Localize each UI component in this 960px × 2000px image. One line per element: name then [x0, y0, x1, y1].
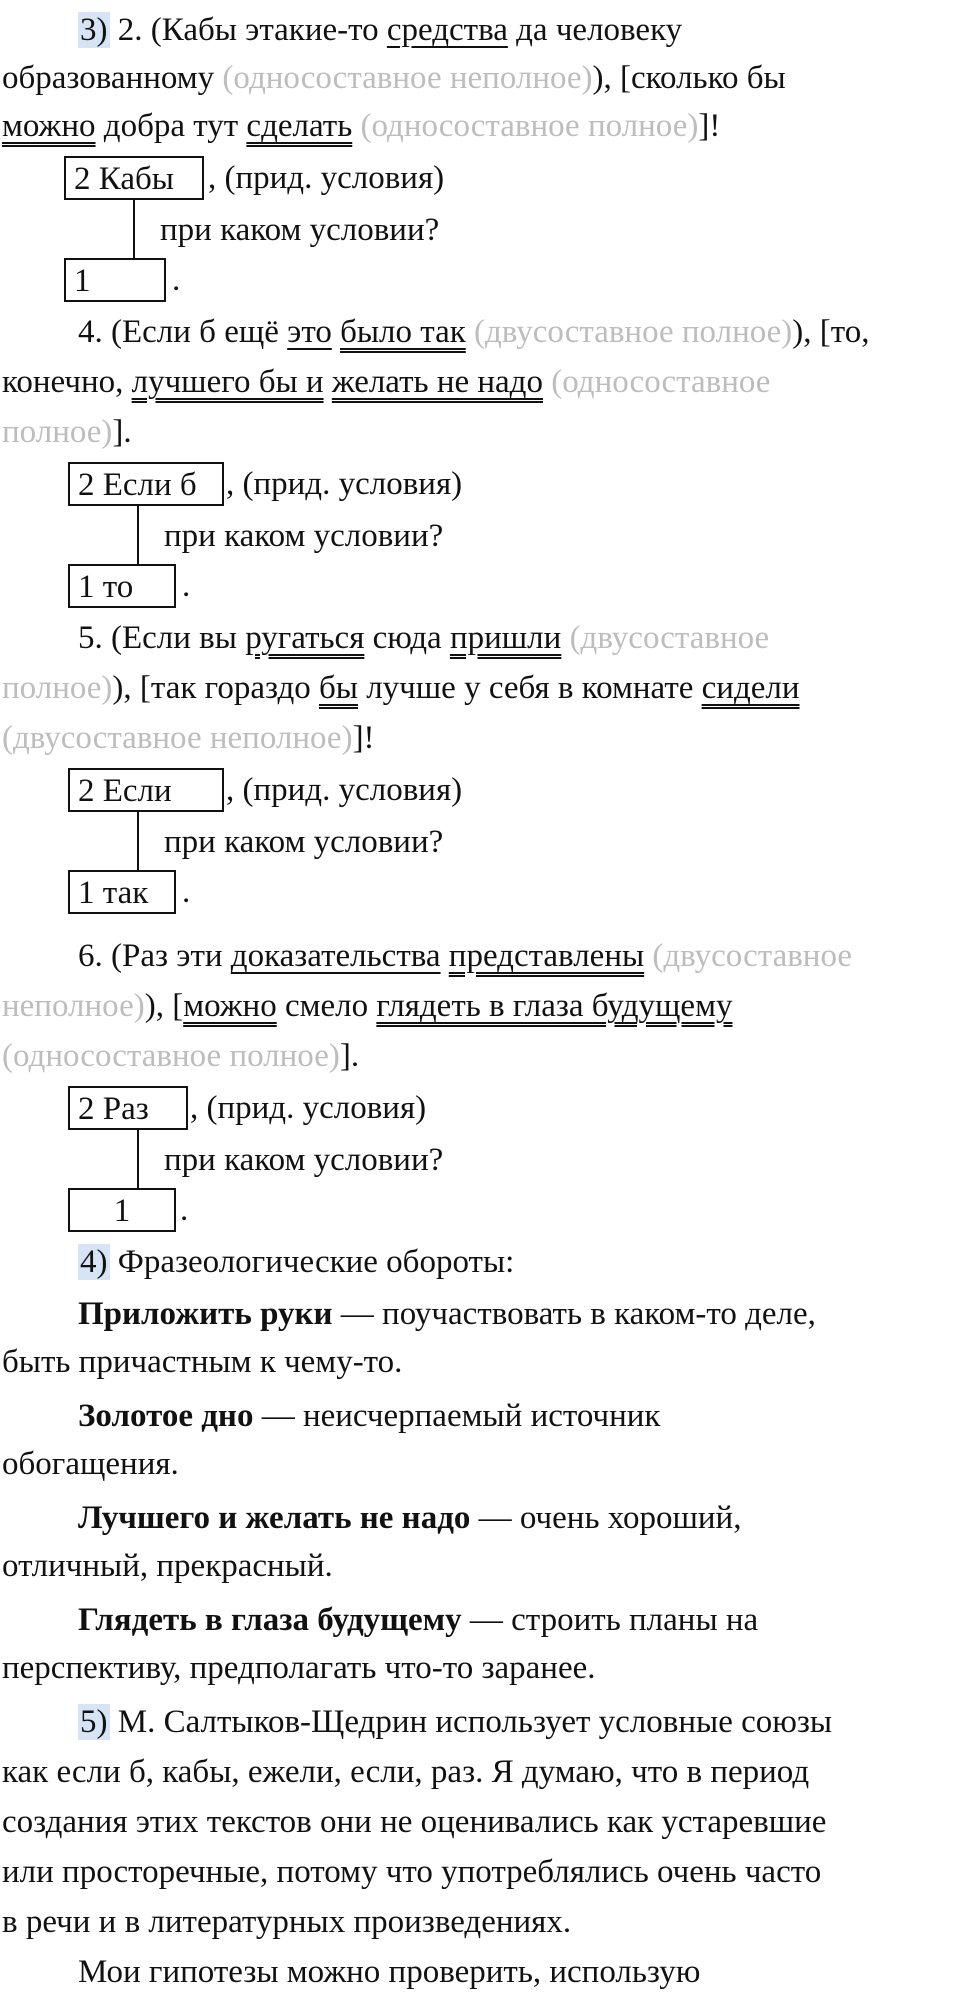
- subject-word: это: [287, 314, 332, 350]
- sentence-type-note: (односоставное: [542, 364, 771, 400]
- phrase-4-line-1: Глядеть в глаза будущему — строить планы на: [78, 1602, 759, 1638]
- connector-line: [137, 812, 139, 870]
- section-5-line-5: в речи и в литературных произведениях.: [2, 1904, 572, 1940]
- phrase-1-line-2: быть причастным к чему-то.: [2, 1344, 403, 1380]
- subject-word: доказательства: [230, 938, 441, 974]
- sentence-type-note: (односоставное полное): [352, 108, 699, 144]
- predicate-word: средства: [386, 12, 508, 48]
- predicate-word: бы: [318, 670, 358, 706]
- main-clause-box: 2 Кабы: [64, 156, 204, 200]
- period: .: [182, 568, 191, 604]
- sentence-type-note: (двусоставное неполное): [2, 720, 353, 756]
- phrase-term: Приложить руки: [78, 1296, 333, 1332]
- section-3-line-2: образованному (односоставное неполное)), [сколько бы: [2, 60, 786, 96]
- sentence-type-note: (двусоставное: [644, 938, 853, 974]
- phrase-4-line-2: перспективу, предполагать что-то заранее.: [2, 1650, 596, 1686]
- section-3-line-1: 3) 2. (Кабы этакие-то средства да человеку: [80, 12, 683, 48]
- section-4-heading: 4) Фразеологические обороты:: [80, 1244, 515, 1280]
- paragraph-6-line-1: 6. (Раз эти доказательства представлены (двусоставное: [78, 938, 853, 974]
- sentence-type-note: полное): [2, 414, 113, 450]
- subordinate-clause-box: 1 то: [68, 564, 176, 608]
- phrase-term: Лучшего и желать не надо: [78, 1500, 471, 1536]
- question-label: при каком условии?: [164, 824, 444, 860]
- predicate-word: можно: [2, 108, 96, 144]
- phrase-term: Золотое дно: [78, 1398, 254, 1434]
- paragraph-4-line-1: 4. (Если б ещё это было так (двусоставное полное)), [то,: [78, 314, 870, 350]
- connector-line: [133, 200, 135, 258]
- paragraph-6-line-2: неполное)), [можно смело глядеть в глаза будущему: [2, 988, 733, 1024]
- predicate-word: желать не надо: [331, 364, 543, 400]
- phrase-2-line-2: обогащения.: [2, 1446, 179, 1482]
- main-clause-box: 2 Если: [68, 768, 224, 812]
- predicate-word: можно: [183, 988, 277, 1024]
- paragraph-5-line-3: (двусоставное неполное)]!: [2, 720, 375, 756]
- subordinate-clause-box: 1 так: [68, 870, 176, 914]
- section-5-line-1: 5) М. Салтыков-Щедрин использует условные союзы: [80, 1704, 833, 1740]
- predicate-word: было так: [340, 314, 466, 350]
- paragraph-6-line-3: (односоставное полное)].: [2, 1038, 360, 1074]
- predicate-word: представлены: [448, 938, 645, 974]
- sentence-type-note: (двусоставное: [561, 620, 770, 656]
- connector-line: [137, 1130, 139, 1188]
- phrase-3-line-1: Лучшего и желать не надо — очень хороший,: [78, 1500, 742, 1536]
- question-label: при каком условии?: [164, 1142, 444, 1178]
- phrase-term: Глядеть в глаза будущему: [78, 1602, 462, 1638]
- paragraph-5-line-2: полное)), [так гораздо бы лучше у себя в комнате сидели: [2, 670, 800, 706]
- subordinate-clause-box: 1: [64, 258, 166, 302]
- sentence-type-note: (односоставное полное): [2, 1038, 340, 1074]
- section-number-3: 3): [80, 12, 108, 48]
- phrase-2-line-1: Золотое дно — неисчерпаемый источник: [78, 1398, 661, 1434]
- paragraph-5-line-1: 5. (Если вы ругаться сюда пришли (двусоставное: [78, 620, 770, 656]
- predicate-word: пришли: [449, 620, 562, 656]
- predicate-word: лучшего бы и: [131, 364, 324, 400]
- main-clause-box: 2 Если б: [68, 462, 224, 506]
- period: .: [172, 262, 181, 298]
- paragraph-4-line-3: полное)].: [2, 414, 132, 450]
- sentence-type-note: (односоставное неполное): [222, 60, 593, 96]
- clause-type-label: , (прид. условия): [226, 772, 463, 808]
- main-clause-box: 2 Раз: [68, 1086, 188, 1130]
- period: .: [180, 1192, 189, 1228]
- phrase-3-line-2: отличный, прекрасный.: [2, 1548, 333, 1584]
- section-number-4: 4): [80, 1244, 108, 1280]
- section-3-line-3: можно добра тут сделать (односоставное полное)]!: [2, 108, 721, 144]
- section-5-line-2: как если б, кабы, ежели, если, раз. Я думаю, что в период: [2, 1754, 810, 1790]
- connector-line: [137, 506, 139, 564]
- predicate-word: ругаться: [245, 620, 365, 656]
- section-5-line-4: или просторечные, потому что употреблялись очень часто: [2, 1854, 822, 1890]
- subordinate-clause-box: 1: [68, 1188, 176, 1232]
- section-5-line-3: создания этих текстов они не оценивались как устаревшие: [2, 1804, 827, 1840]
- paragraph-4-line-2: конечно, лучшего бы и желать не надо (односоставное: [2, 364, 771, 400]
- sentence-type-note: полное): [2, 670, 113, 706]
- question-label: при каком условии?: [160, 212, 440, 248]
- section-5-line-6: Мои гипотезы можно проверить, использую: [78, 1954, 701, 1990]
- question-label: при каком условии?: [164, 518, 444, 554]
- clause-type-label: , (прид. условия): [190, 1090, 427, 1126]
- clause-type-label: , (прид. условия): [226, 466, 463, 502]
- predicate-word: сидели: [701, 670, 800, 706]
- sentence-type-note: (двусоставное полное): [465, 314, 793, 350]
- clause-type-label: , (прид. условия): [208, 160, 445, 196]
- period: .: [182, 874, 191, 910]
- phrase-1-line-1: Приложить руки — поучаствовать в каком-то деле,: [78, 1296, 816, 1332]
- section-number-5: 5): [80, 1704, 108, 1740]
- predicate-word: сделать: [246, 108, 353, 144]
- sentence-type-note: неполное): [2, 988, 145, 1024]
- predicate-word: глядеть в глаза будущему: [376, 988, 733, 1024]
